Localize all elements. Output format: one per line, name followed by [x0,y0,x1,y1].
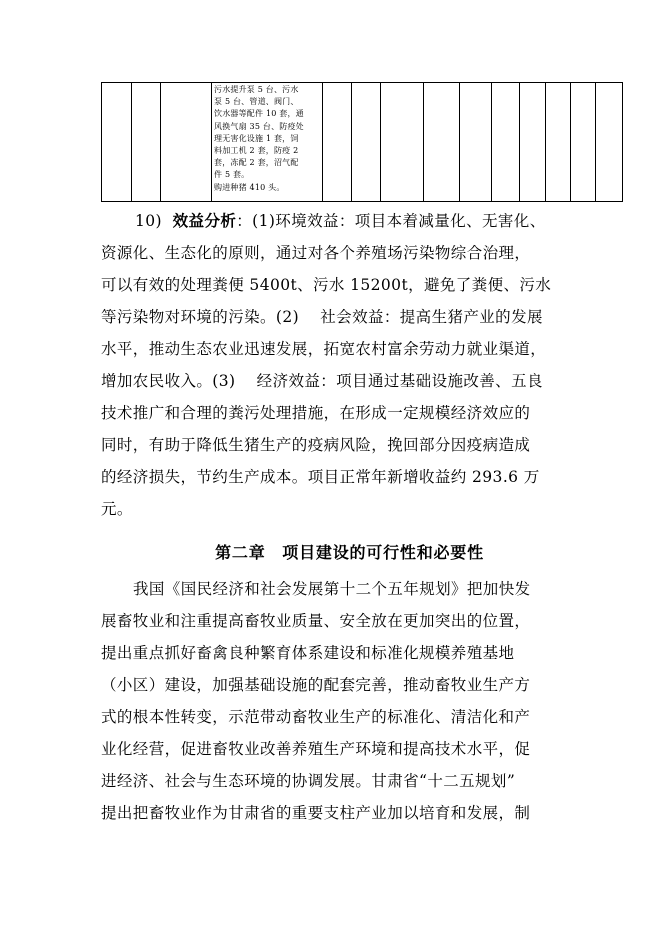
table-cell [571,83,596,202]
cell-line: 饮水器等配件 10 套，通 [214,109,304,119]
cell-line: 件 5 套。 [214,170,250,180]
paragraph-line: 10) 效益分析：(1)环境效益：项目本着减量化、无害化、 [135,211,546,230]
table-cell [460,83,492,202]
table-cell [102,83,132,202]
cell-line: 泵 5 台、管道、阀门、 [214,97,299,107]
cell-line: 污水提升泵 5 台、污水 [214,85,299,94]
table-cell [596,83,623,202]
paragraph-line: 展畜牧业和注重提高畜牧业质量、安全放在更加突出的位置， [101,612,531,630]
table-cell [520,83,546,202]
table-cell [352,83,381,202]
table-cell [132,83,161,202]
paragraph-line: 业化经营，促进畜牧业改善养殖生产环境和提高技术水平，促 [101,740,531,758]
paragraph-line: 进经济、社会与生态环境的协调发展。甘肃省“十二五规划” [101,772,516,790]
item-number: 10) [135,212,162,230]
paragraph-line: 同时，有助于降低生猪生产的疫病风险，挽回部分因疫病造成 [101,436,531,454]
paragraph-line: 元。 [101,500,133,518]
table-cell [546,83,571,202]
paragraph-line: 可以有效的处理粪便 5400t、污水 15200t，避免了粪便、污水 [101,276,552,294]
table-cell [323,83,352,202]
table-row [102,83,623,202]
table-cell-construction-content [212,83,323,202]
cell-line: 购进种猪 410 头。 [214,182,285,192]
cell-line: 风换气扇 35 台、防疫处 [214,121,304,131]
table-cell [424,83,460,202]
table-cell [492,83,520,202]
paragraph-line: （小区）建设，加强基础设施的配套完善，推动畜牧业生产方 [101,676,531,694]
table-cell [161,83,212,202]
paragraph-line: 资源化、生态化的原则，通过对各个养殖场污染物综合治理， [101,244,531,262]
paragraph-line: 技术推广和合理的粪污处理措施，在形成一定规模经济效应的 [101,404,531,422]
paragraph-line: 我国《国民经济和社会发展第十二个五年规划》把加快发 [133,580,531,598]
paragraph-line: 提出重点抓好畜禽良种繁育体系建设和标准化规模养殖基地 [101,644,515,662]
benefit-analysis-paragraph [101,205,598,525]
table-cell [381,83,424,202]
paragraph-line: 式的根本性转变，示范带动畜牧业生产的标准化、清洁化和产 [101,708,531,726]
feasibility-paragraph [101,573,598,829]
paragraph-line: 水平，推动生态农业迅速发展，拓宽农村富余劳动力就业渠道， [101,340,547,358]
paragraph-line: 的经济损失，节约生产成本。项目正常年新增收益约 293.6 万 [101,468,540,486]
paragraph-line: 等污染物对环境的污染。(2) 社会效益：提高生猪产业的发展 [101,308,543,326]
cell-line: 理无害化设施 1 套，饲 [214,133,299,143]
cell-line: 料加工机 2 套，防疫 2 [214,146,299,156]
project-table-fragment [101,82,623,202]
cell-line: 套，冻配 2 套，沼气配 [214,158,299,168]
paragraph-line: 增加农民收入。(3) 经济效益：项目通过基础设施改善、五良 [101,372,543,390]
paragraph-line: 提出把畜牧业作为甘肃省的重要支柱产业加以培育和发展，制 [101,804,531,822]
item-label: 效益分析 [172,211,237,230]
chapter-heading: 第二章 项目建设的可行性和必要性 [215,543,484,562]
